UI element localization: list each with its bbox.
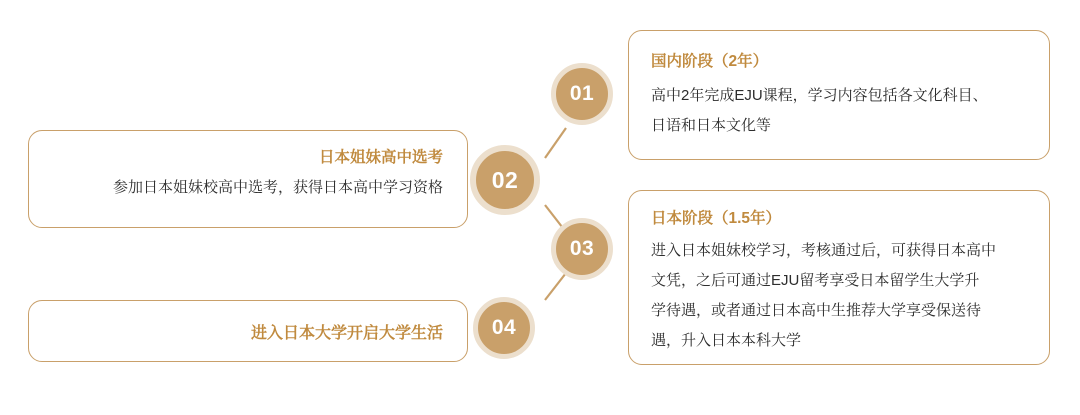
card-japan-stage (628, 190, 1050, 365)
connector-03-04 (545, 273, 566, 300)
card-domestic-stage-line-1: 高中2年完成EJU课程，学习内容包括各文化科目、 (651, 87, 988, 104)
card-domestic-stage (628, 30, 1050, 160)
card-japan-stage-line-3: 学待遇，或者通过日本高中生推荐大学享受保送待 (651, 302, 982, 319)
card-japan-stage-title: 日本阶段（1.5年） (651, 210, 782, 227)
card-domestic-stage-body (651, 81, 1027, 141)
step-circle-02[interactable] (470, 145, 540, 215)
card-university-life (28, 300, 468, 362)
step-circle-04[interactable] (473, 297, 535, 359)
step-number-02: 02 (491, 166, 519, 193)
card-japan-stage-line-1: 进入日本姐妹校学习，考核通过后，可获得日本高中 (651, 242, 997, 259)
step-circle-03[interactable] (551, 218, 613, 280)
card-sister-school-exam-title: 日本姐妹高中选考 (318, 149, 443, 166)
step-circle-01[interactable] (551, 63, 613, 125)
step-number-03: 03 (569, 237, 595, 260)
card-sister-school-exam (28, 130, 468, 228)
card-domestic-stage-line-2: 日语和日本文化等 (651, 117, 772, 134)
card-japan-stage-line-2: 文凭，之后可通过EJU留考享受日本留学生大学升 (651, 272, 980, 289)
card-sister-school-exam-body (53, 175, 443, 201)
step-number-04: 04 (491, 316, 517, 339)
card-japan-stage-body (651, 236, 1027, 356)
card-japan-stage-line-4: 遇，升入日本本科大学 (651, 332, 802, 349)
step-number-01: 01 (569, 82, 595, 105)
connector-02-01 (545, 128, 566, 158)
card-sister-school-exam-line-1: 参加日本姐妹校高中选考，获得日本高中学习资格 (112, 179, 443, 196)
card-university-life-title: 进入日本大学开启大学生活 (250, 324, 443, 342)
card-domestic-stage-title: 国内阶段（2年） (651, 53, 769, 70)
